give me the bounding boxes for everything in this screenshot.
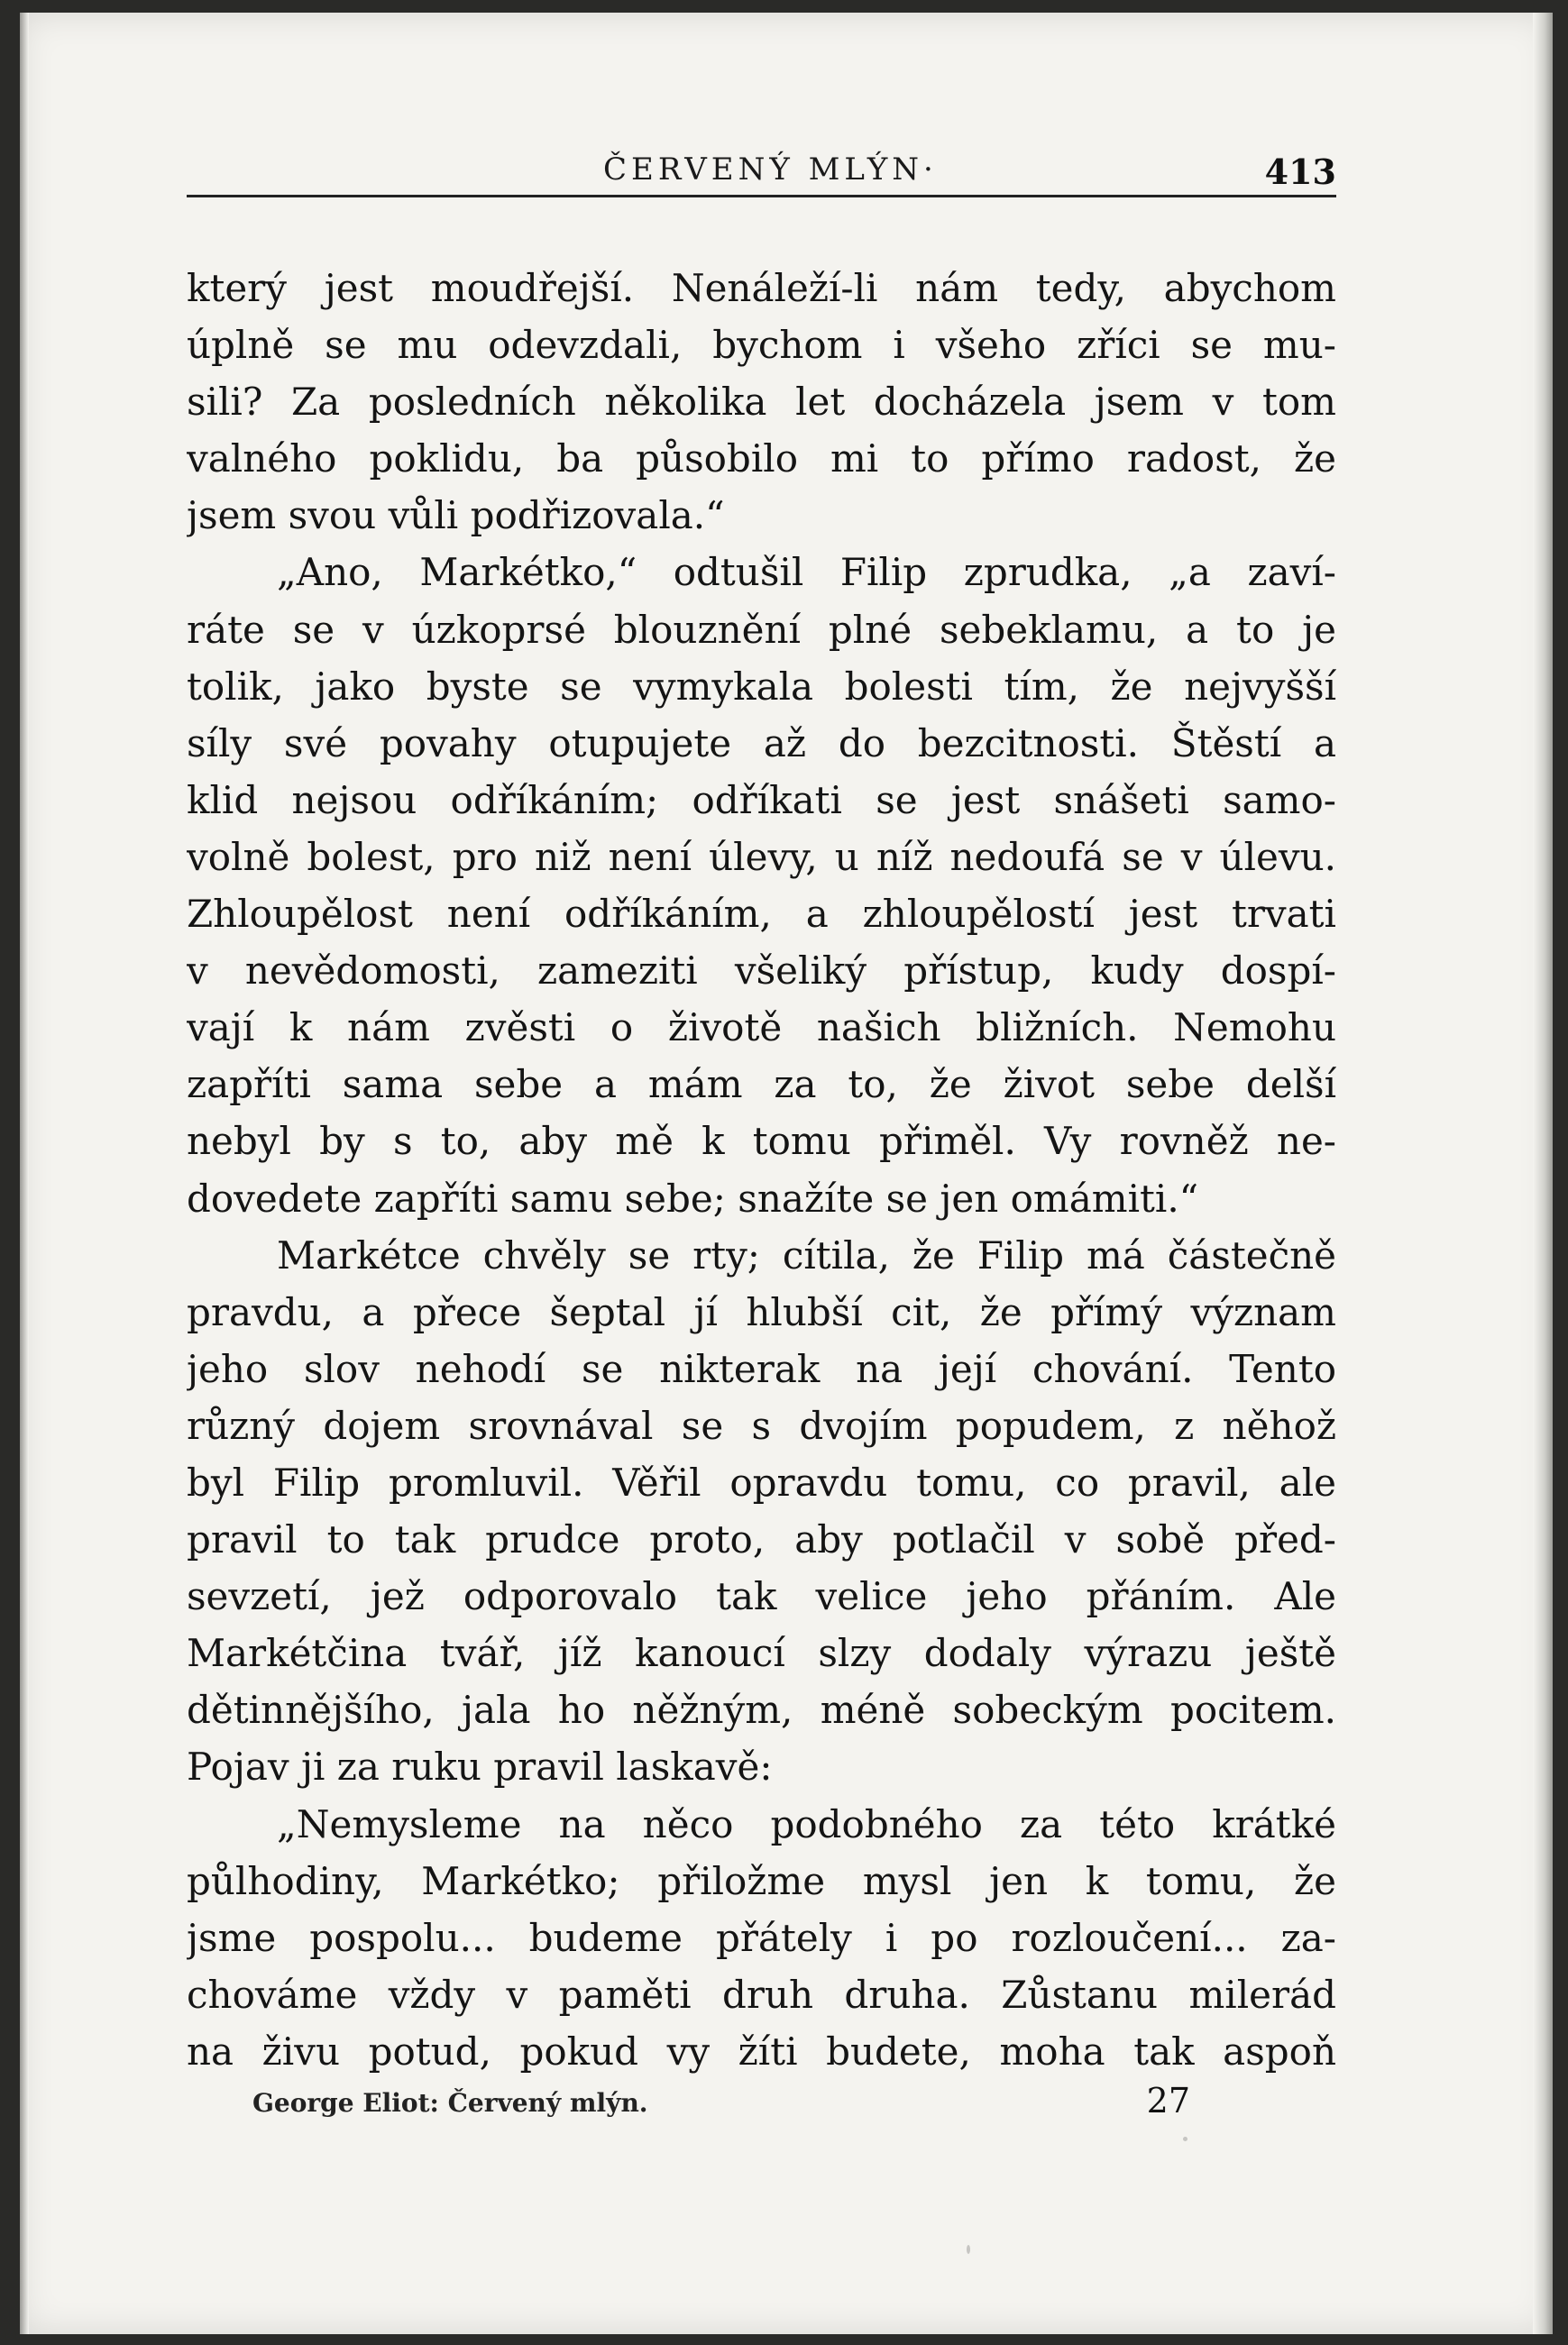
- text-line: valného poklidu, ba působilo mi to přímo radost, že: [187, 436, 1336, 481]
- page-number: 413: [1264, 151, 1336, 192]
- text-line: úplně se mu odevzdali, bychom i všeho zříci se mu-: [187, 323, 1336, 368]
- text-line: chováme vždy v paměti druh druha. Zůstanu milerád: [187, 1972, 1336, 2017]
- text-line: Markétčina tvář, jíž kanoucí slzy dodaly výrazu ještě: [187, 1631, 1336, 1676]
- page-binding-shadow: [20, 13, 29, 2334]
- text-line: „Nemysleme na něco podobného za této krátké: [277, 1801, 1336, 1846]
- ink-speck: [967, 2245, 970, 2254]
- text-line: sili? Za posledních několika let docházela jsem v tom: [187, 380, 1336, 425]
- text-line: jsem svou vůli podřizovala.“: [187, 493, 725, 538]
- text-line: byl Filip promluvil. Věřil opravdu tomu, co pravil, ale: [187, 1460, 1336, 1505]
- text-line: jeho slov nehodí se nikterak na její chování. Tento: [187, 1346, 1336, 1391]
- text-line: dovedete zapříti samu sebe; snažíte se jen omámiti.“: [187, 1176, 1199, 1221]
- page-footer: [252, 2074, 1190, 2128]
- printer-signature: George Eliot: Červený mlýn.: [252, 2088, 648, 2118]
- running-title: ČERVENÝ MLÝN·: [603, 151, 938, 188]
- text-line: v nevědomosti, zameziti všeliký přístup, kudy dospí-: [187, 948, 1336, 994]
- text-line: jsme pospolu... budeme přátely i po rozloučení... za-: [187, 1915, 1336, 1960]
- text-line: Zhloupělost není odříkáním, a zhloupělostí jest trvati: [187, 892, 1336, 937]
- text-line: zapříti sama sebe a mám za to, že život sebe delší: [187, 1062, 1336, 1107]
- text-line: tolik, jako byste se vymykala bolesti tím, že nejvyšší: [187, 664, 1336, 709]
- text-line: nebyl by s to, aby mě k tomu přiměl. Vy rovněž ne-: [187, 1119, 1336, 1164]
- sheet-number: 27: [1146, 2081, 1190, 2121]
- running-head: [187, 133, 1336, 197]
- text-line: půlhodiny, Markétko; přiložme mysl jen k tomu, že: [187, 1858, 1336, 1903]
- text-line: vají k nám zvěsti o životě našich bližních. Nemohu: [187, 1005, 1336, 1050]
- page-edge-shadow: [1533, 13, 1553, 2334]
- header-rule: [187, 195, 1336, 197]
- text-line: volně bolest, pro niž není úlevy, u níž nedoufá se v úlevu.: [187, 834, 1336, 879]
- text-line: Pojav ji za ruku pravil laskavě:: [187, 1745, 773, 1790]
- body-text: [187, 260, 1336, 2080]
- text-line: pravdu, a přece šeptal jí hlubší cit, že přímý význam: [187, 1289, 1336, 1334]
- text-line: pravil to tak prudce proto, aby potlačil v sobě před-: [187, 1517, 1336, 1562]
- text-line: různý dojem srovnával se s dvojím popudem, z něhož: [187, 1403, 1336, 1448]
- text-line: dětinnějšího, jala ho něžným, méně sobeckým pocitem.: [187, 1688, 1336, 1733]
- text-line: síly své povahy otupujete až do bezcitnosti. Štěstí a: [187, 720, 1336, 765]
- text-line: sevzetí, jež odporovalo tak velice jeho přáním. Ale: [187, 1574, 1336, 1619]
- text-line: „Ano, Markétko,“ odtušil Filip zprudka, „a zaví-: [277, 550, 1336, 595]
- ink-speck: [1183, 2137, 1187, 2141]
- text-line: klid nejsou odříkáním; odříkati se jest snášeti samo-: [187, 777, 1336, 822]
- text-line: Markétce chvěly se rty; cítila, že Filip má částečně: [277, 1232, 1336, 1278]
- text-line: na živu potud, pokud vy žíti budete, moha tak aspoň: [187, 2029, 1336, 2074]
- text-line: ráte se v úzkoprsé blouznění plné sebeklamu, a to je: [187, 607, 1336, 652]
- text-line: který jest moudřejší. Nenáleží-li nám tedy, abychom: [187, 266, 1336, 310]
